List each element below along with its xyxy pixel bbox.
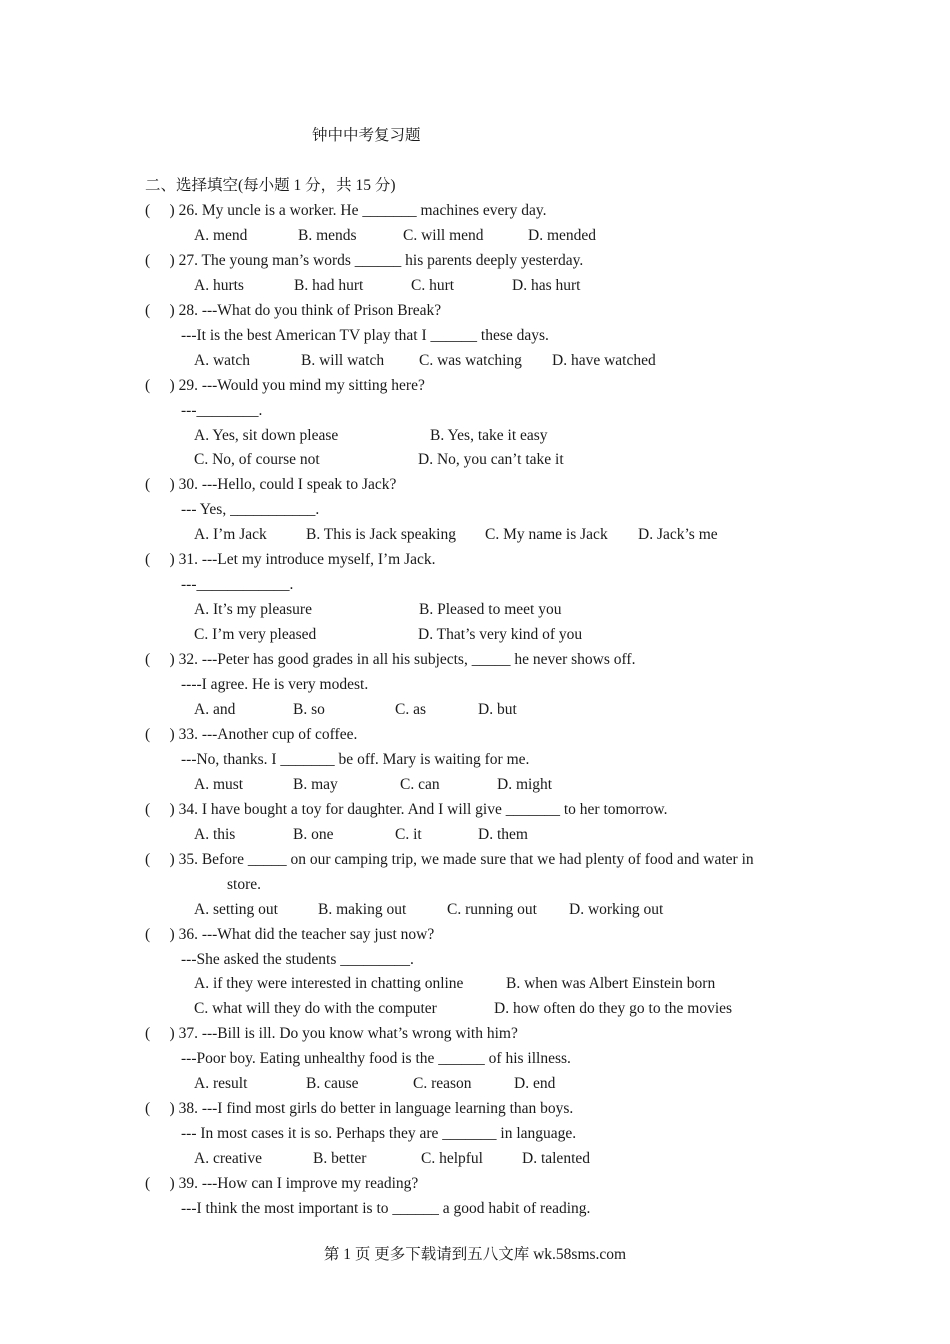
answer-option: D. have watched	[552, 352, 656, 369]
answer-option: D. has hurt	[512, 277, 581, 294]
question-stem: ( ) 26. My uncle is a worker. He _______ machines every day.	[145, 202, 547, 219]
answer-option: C. hurt	[411, 277, 455, 294]
answer-option: B. better	[313, 1150, 367, 1167]
answer-option: D. That’s very kind of you	[418, 626, 583, 643]
question-line: store.	[227, 876, 262, 893]
answer-option: D. how often do they go to the movies	[494, 1000, 733, 1017]
question-line: ---________.	[181, 402, 263, 419]
answer-option: B. may	[293, 776, 338, 793]
answer-option: B. will watch	[301, 352, 385, 369]
answer-option: A. hurts	[194, 277, 244, 294]
answer-option: A. must	[194, 776, 244, 793]
question-line: ---____________.	[181, 576, 294, 593]
answer-option: B. when was Albert Einstein born	[506, 975, 716, 992]
answer-option: C. helpful	[421, 1150, 483, 1167]
answer-option: C. No, of course not	[194, 451, 320, 468]
answer-option: B. one	[293, 826, 334, 843]
question-line: ----I agree. He is very modest.	[181, 676, 369, 693]
answer-option: D. talented	[522, 1150, 591, 1167]
answer-option: C. My name is Jack	[485, 526, 608, 543]
question-stem: ( ) 33. ---Another cup of coffee.	[145, 726, 358, 743]
answer-option: D. mended	[528, 227, 597, 244]
answer-option: C. was watching	[419, 352, 522, 369]
question-stem: ( ) 37. ---Bill is ill. Do you know what’s wrong with him?	[145, 1025, 518, 1042]
answer-option: C. can	[400, 776, 440, 793]
answer-option: C. it	[395, 826, 422, 843]
answer-option: B. Yes, take it easy	[430, 427, 548, 444]
answer-option: C. reason	[413, 1075, 472, 1092]
answer-option: A. watch	[194, 352, 250, 369]
answer-option: A. result	[194, 1075, 248, 1092]
page-title: 钟中中考复习题	[312, 127, 421, 144]
question-line: ---I think the most important is to ______ a good habit of reading.	[181, 1200, 591, 1217]
answer-option: A. this	[194, 826, 236, 843]
answer-option: D. them	[478, 826, 528, 843]
answer-option: B. making out	[318, 901, 407, 918]
answer-option: A. and	[194, 701, 236, 718]
answer-option: C. running out	[447, 901, 537, 918]
question-stem: ( ) 36. ---What did the teacher say just now?	[145, 926, 435, 943]
question-stem: ( ) 38. ---I find most girls do better in language learning than boys.	[145, 1100, 574, 1117]
question-stem: ( ) 30. ---Hello, could I speak to Jack?	[145, 476, 397, 493]
answer-option: A. setting out	[194, 901, 278, 918]
answer-option: B. Pleased to meet you	[419, 601, 562, 618]
answer-option: D. end	[514, 1075, 556, 1092]
question-line: --- In most cases it is so. Perhaps they are _______ in language.	[181, 1125, 577, 1142]
question-stem: ( ) 35. Before _____ on our camping trip, we made sure that we had plenty of food and water in	[145, 851, 754, 868]
answer-option: A. I’m Jack	[194, 526, 267, 543]
question-stem: ( ) 31. ---Let my introduce myself, I’m Jack.	[145, 551, 436, 568]
question-line: ---She asked the students _________.	[181, 951, 414, 968]
question-stem: ( ) 27. The young man’s words ______ his parents deeply yesterday.	[145, 252, 584, 269]
answer-option: D. No, you can’t take it	[418, 451, 564, 468]
answer-option: B. had hurt	[294, 277, 364, 294]
question-stem: ( ) 29. ---Would you mind my sitting here?	[145, 377, 425, 394]
answer-option: B. mends	[298, 227, 357, 244]
answer-option: B. This is Jack speaking	[306, 526, 456, 543]
question-line: ---Poor boy. Eating unhealthy food is the ______ of his illness.	[181, 1050, 571, 1067]
answer-option: A. It’s my pleasure	[194, 601, 312, 618]
answer-option: B. cause	[306, 1075, 359, 1092]
section-header: 二、选择填空(每小题 1 分，共 15 分)	[145, 177, 396, 194]
answer-option: D. Jack’s me	[638, 526, 718, 543]
answer-option: A. Yes, sit down please	[194, 427, 339, 444]
answer-option: C. will mend	[403, 227, 484, 244]
question-stem: ( ) 32. ---Peter has good grades in all his subjects, _____ he never shows off.	[145, 651, 636, 668]
answer-option: D. might	[497, 776, 553, 793]
answer-option: D. but	[478, 701, 517, 718]
question-stem: ( ) 39. ---How can I improve my reading?	[145, 1175, 419, 1192]
page-footer: 第 1 页 更多下载请到五八文库 wk.58sms.com	[323, 1246, 627, 1263]
answer-option: D. working out	[569, 901, 664, 918]
answer-option: A. creative	[194, 1150, 262, 1167]
answer-option: A. if they were interested in chatting online	[194, 975, 464, 992]
answer-option: C. as	[395, 701, 426, 718]
answer-option: C. I’m very pleased	[194, 626, 317, 643]
question-stem: ( ) 34. I have bought a toy for daughter. And I will give _______ to her tomorrow.	[145, 801, 668, 818]
question-stem: ( ) 28. ---What do you think of Prison Break?	[145, 302, 442, 319]
answer-option: B. so	[293, 701, 325, 718]
question-line: ---No, thanks. I _______ be off. Mary is waiting for me.	[181, 751, 530, 768]
answer-option: C. what will they do with the computer	[194, 1000, 437, 1017]
question-line: --- Yes, ___________.	[181, 501, 320, 518]
question-line: ---It is the best American TV play that I ______ these days.	[181, 327, 549, 344]
answer-option: A. mend	[194, 227, 248, 244]
